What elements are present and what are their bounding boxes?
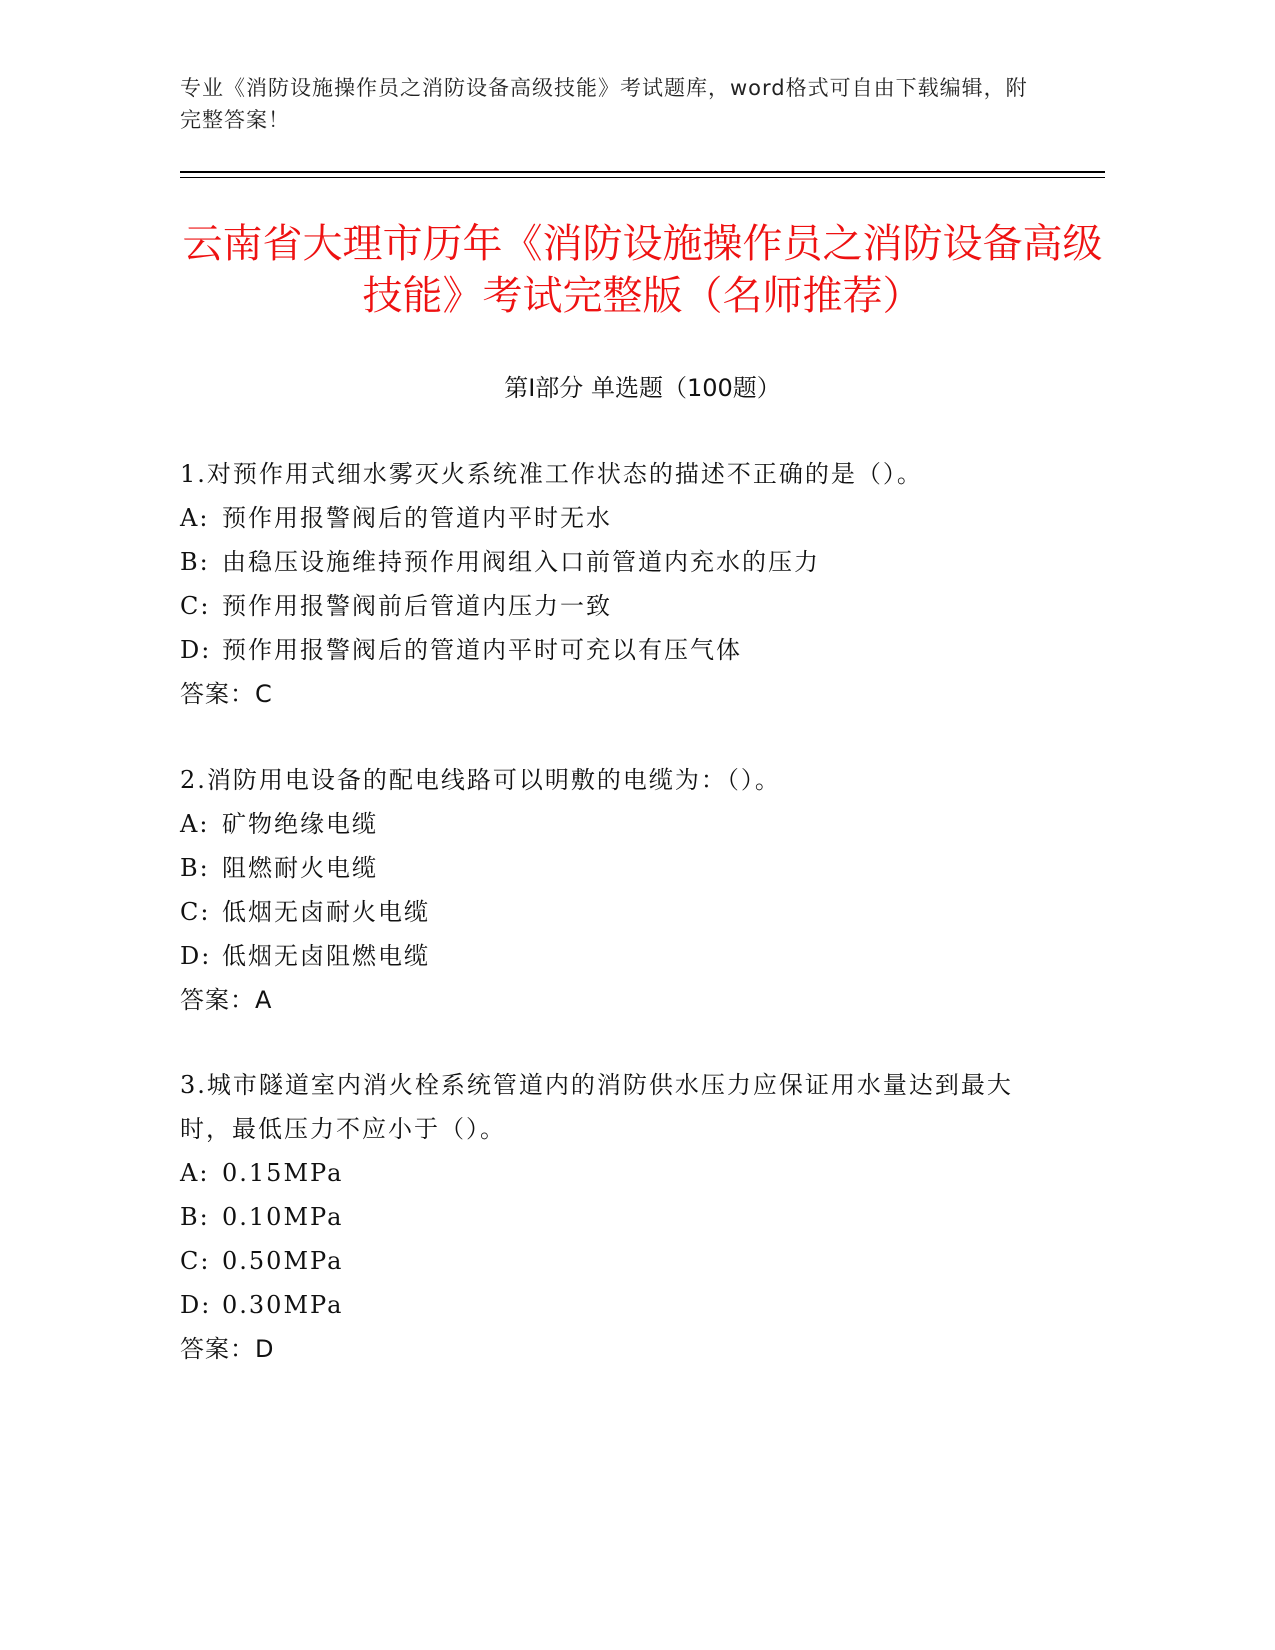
header-divider bbox=[180, 171, 1105, 173]
option-key: A: bbox=[180, 1159, 210, 1187]
question-3 bbox=[180, 1063, 1040, 1371]
option-key: B: bbox=[180, 854, 210, 882]
option-text: 预作用报警阀后的管道内平时无水 bbox=[222, 504, 612, 532]
option-c bbox=[180, 584, 1040, 628]
option-c bbox=[180, 890, 1040, 934]
option-key: D: bbox=[180, 636, 212, 664]
document-title: 云南省大理市历年《消防设施操作员之消防设备高级技能》考试完整版（名师推荐） bbox=[182, 221, 1103, 319]
option-text: 矿物绝缘电缆 bbox=[222, 810, 378, 838]
option-key: C: bbox=[180, 592, 211, 620]
option-d bbox=[180, 628, 1040, 672]
option-key: A: bbox=[180, 504, 210, 532]
answer: 答案：D bbox=[180, 1335, 275, 1363]
option-d bbox=[180, 934, 1040, 978]
option-text: 预作用报警阀后的管道内平时可充以有压气体 bbox=[222, 636, 742, 664]
question-stem: 3.城市隧道室内消火栓系统管道内的消防供水压力应保证用水量达到最大时，最低压力不应小于（）。 bbox=[180, 1071, 1013, 1143]
option-d bbox=[180, 1283, 1040, 1327]
option-key: B: bbox=[180, 548, 210, 576]
option-text: 由稳压设施维持预作用阀组入口前管道内充水的压力 bbox=[222, 548, 820, 576]
option-key: A: bbox=[180, 810, 210, 838]
option-text: 0.30MPa bbox=[222, 1291, 344, 1319]
option-text: 0.10MPa bbox=[222, 1203, 344, 1231]
option-b bbox=[180, 540, 1040, 584]
question-stem: 1.对预作用式细水雾灭火系统准工作状态的描述不正确的是（）。 bbox=[180, 460, 923, 488]
question-1 bbox=[180, 452, 1040, 716]
option-key: C: bbox=[180, 898, 211, 926]
option-text: 0.15MPa bbox=[222, 1159, 344, 1187]
answer: 答案：A bbox=[180, 986, 273, 1014]
answer: 答案：C bbox=[180, 680, 273, 708]
section-title: 第Ⅰ部分 单选题（100题） bbox=[504, 374, 781, 402]
option-b bbox=[180, 846, 1040, 890]
option-key: D: bbox=[180, 1291, 212, 1319]
option-b bbox=[180, 1195, 1040, 1239]
question-2 bbox=[180, 758, 1040, 1022]
header-note: 专业《消防设施操作员之消防设备高级技能》考试题库，word格式可自由下载编辑，附完整答案！ bbox=[180, 76, 1028, 132]
option-a bbox=[180, 496, 1040, 540]
option-a bbox=[180, 802, 1040, 846]
option-key: C: bbox=[180, 1247, 211, 1275]
option-c bbox=[180, 1239, 1040, 1283]
option-text: 阻燃耐火电缆 bbox=[222, 854, 378, 882]
question-stem: 2.消防用电设备的配电线路可以明敷的电缆为：（）。 bbox=[180, 766, 781, 794]
option-key: B: bbox=[180, 1203, 210, 1231]
option-a bbox=[180, 1151, 1040, 1195]
header-divider-thin bbox=[180, 177, 1105, 178]
option-key: D: bbox=[180, 942, 212, 970]
option-text: 0.50MPa bbox=[222, 1247, 344, 1275]
option-text: 低烟无卤耐火电缆 bbox=[222, 898, 430, 926]
option-text: 低烟无卤阻燃电缆 bbox=[222, 942, 430, 970]
option-text: 预作用报警阀前后管道内压力一致 bbox=[222, 592, 612, 620]
